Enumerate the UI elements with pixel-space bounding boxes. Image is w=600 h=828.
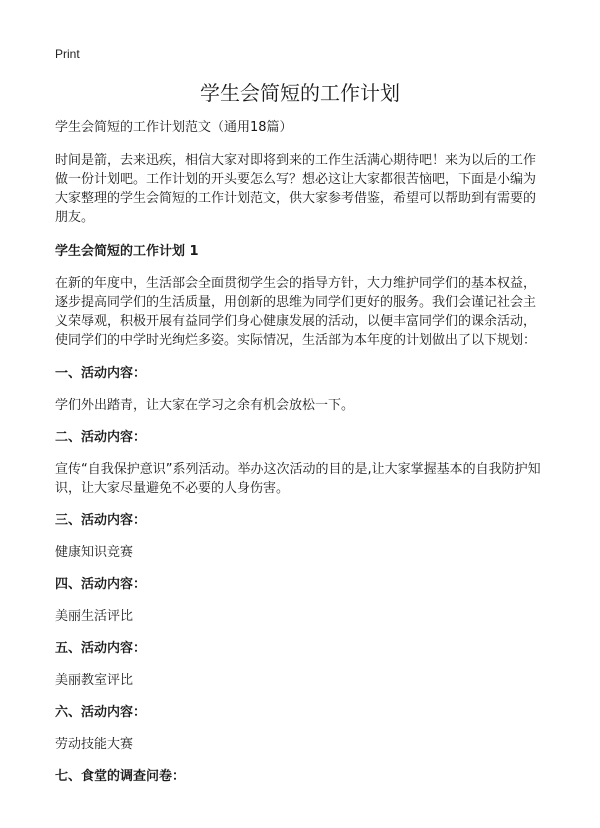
- item-heading: 三、活动内容：: [55, 513, 147, 528]
- document-content: [55, 118, 545, 799]
- document-subtitle: 学生会简短的工作计划范文（通用18篇）: [55, 120, 293, 135]
- item-heading: 五、活动内容：: [55, 641, 147, 656]
- item-text: 美丽教室评比: [55, 673, 134, 688]
- item-heading: 二、活动内容：: [55, 430, 147, 445]
- item-text: 健康知识竞赛: [55, 545, 134, 560]
- item-heading: 七、食堂的调查问卷：: [55, 769, 186, 784]
- item-heading: 一、活动内容：: [55, 366, 147, 381]
- item-text: 学们外出踏青，让大家在学习之余有机会放松一下。: [55, 398, 355, 413]
- document-title: 学生会简短的工作计划: [200, 81, 400, 105]
- item-heading: 六、活动内容：: [55, 705, 147, 720]
- item-text: 美丽生活评比: [55, 609, 134, 624]
- section-title: 学生会简短的工作计划 1: [55, 244, 199, 259]
- item-text: 劳动技能大赛: [55, 737, 134, 752]
- section-body-paragraph: 在新的年度中，生活部会全面贯彻学生会的指导方针，大力维护同学们的基本权益，逐步提高同学们的生活质量，用创新的思维为同学们更好的服务。我们会谨记社会主义荣辱观，积极开展有益同学们身心健康发展的活动，以便丰富同学们的课余活动，使同学们的中学时光绚烂多姿。实际情况，生活部为本年度的计划做出了以下规划：: [55, 276, 537, 348]
- item-heading: 四、活动内容：: [55, 577, 147, 592]
- print-link[interactable]: Print: [55, 47, 80, 61]
- item-text: 宣传“自我保护意识”系列活动。举办这次活动的目的是,让大家掌握基本的自我防护知识，让大家尽量避免不必要的人身伤害。: [55, 462, 541, 496]
- intro-paragraph: 时间是箭，去来迅疾，相信大家对即将到来的工作生活满心期待吧！来为以后的工作做一份计划吧。工作计划的开头要怎么写？想必这让大家都很苦恼吧，下面是小编为大家整理的学生会简短的工作计划范文，供大家参考借鉴，希望可以帮助到有需要的朋友。: [55, 153, 537, 225]
